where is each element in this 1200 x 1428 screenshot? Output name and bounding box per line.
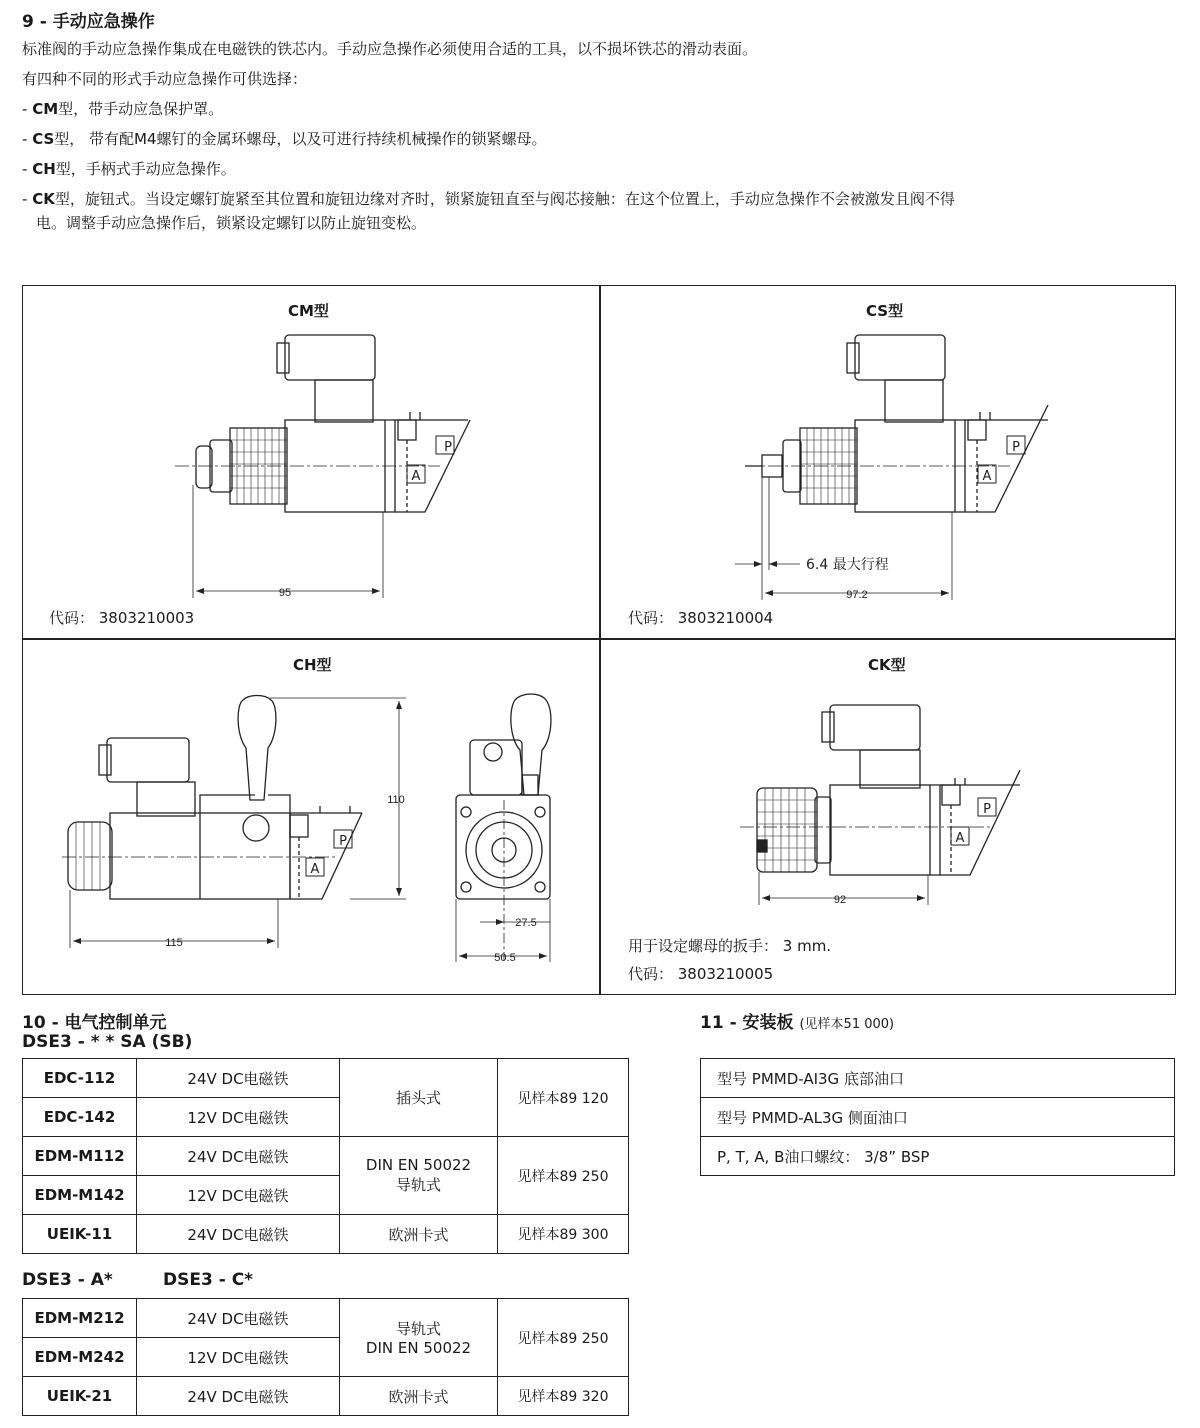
cm-port-a: A — [411, 469, 421, 484]
table-cell — [340, 1137, 498, 1215]
table-cell: 24V DC电磁铁 — [137, 1299, 340, 1338]
table-cell: 12V DC电磁铁 — [137, 1098, 340, 1137]
table-cell: 插头式 — [340, 1059, 498, 1137]
table-cell: UEIK-21 — [23, 1377, 137, 1416]
table-cell: UEIK-11 — [23, 1215, 137, 1254]
ch-height-dimension: 110 — [387, 794, 405, 806]
list-item: - CH型，手柄式手动应急操作。 — [22, 160, 236, 178]
ck-port-p: P — [983, 802, 991, 817]
electronics-table-1 — [22, 1058, 629, 1254]
section9-paragraph1: 标准阀的手动应急操作集成在电磁铁的铁芯内。手动应急操作必须使用合适的工具，以不损坏铁芯的滑动表面。 — [22, 40, 758, 58]
section10-title: 10 - 电气控制单元 — [22, 1013, 167, 1033]
table-row — [23, 1137, 629, 1176]
table-cell: 见样本89 320 — [498, 1377, 629, 1416]
table-cell: 12V DC电磁铁 — [137, 1338, 340, 1377]
cm-port-p: P — [444, 440, 452, 455]
table-row — [23, 1059, 629, 1098]
list-item: - CM型，带手动应急保护罩。 — [22, 100, 224, 118]
table-cell: 见样本89 300 — [498, 1215, 629, 1254]
cs-valve-drawing — [735, 335, 1048, 600]
table-cell: 24V DC电磁铁 — [137, 1215, 340, 1254]
list-item-continuation: 电。调整手动应急操作后，锁紧设定螺钉以防止旋钮变松。 — [36, 214, 427, 232]
ch-port-p: P — [339, 834, 347, 849]
table-cell: 欧洲卡式 — [340, 1377, 498, 1416]
section11-note: (见样本51 000) — [799, 1017, 895, 1032]
ck-title: CK型 — [868, 656, 906, 674]
ch-title: CH型 — [293, 656, 332, 674]
cs-title: CS型 — [866, 302, 904, 320]
table-row — [701, 1059, 1175, 1098]
table-cell: 24V DC电磁铁 — [137, 1137, 340, 1176]
subplate-table — [700, 1058, 1175, 1176]
cell-line: 导轨式 — [395, 1320, 441, 1338]
section9-paragraph2: 有四种不同的形式手动应急操作可供选择： — [22, 70, 308, 88]
ck-dimension: 92 — [833, 894, 847, 906]
cs-code: 代码： 3803210004 — [628, 609, 774, 627]
table-cell: 型号 PMMD-AL3G 侧面油口 — [701, 1098, 1175, 1137]
table-cell: EDC-142 — [23, 1098, 137, 1137]
cs-stroke-dimension: 6.4 最大行程 — [806, 557, 889, 573]
table-cell: P, T, A, B油口螺纹： 3/8” BSP — [701, 1137, 1175, 1176]
table-cell: 见样本89 250 — [498, 1299, 629, 1377]
electronics-table-2 — [22, 1298, 629, 1416]
cs-port-a: A — [982, 469, 992, 484]
table-cell: EDC-112 — [23, 1059, 137, 1098]
cell-line: DIN EN 50022 — [365, 1339, 472, 1357]
table-cell — [340, 1299, 498, 1377]
table-cell: 12V DC电磁铁 — [137, 1176, 340, 1215]
table-cell: 见样本89 250 — [498, 1137, 629, 1215]
ck-port-a: A — [955, 831, 965, 846]
table-row — [23, 1377, 629, 1416]
cm-dimension: 95 — [278, 587, 292, 599]
table-row — [701, 1137, 1175, 1176]
table-row — [701, 1098, 1175, 1137]
section10-subtitle-2a: DSE3 - A* — [22, 1270, 113, 1290]
table-cell: 见样本89 120 — [498, 1059, 629, 1137]
cm-valve-drawing — [175, 335, 470, 598]
cs-dimension: 97.2 — [846, 589, 868, 601]
cm-code: 代码： 3803210003 — [49, 609, 195, 627]
table-row — [23, 1215, 629, 1254]
ck-valve-drawing — [740, 705, 1020, 905]
ch-length-dimension: 115 — [165, 937, 183, 949]
section11-title: 11 - 安装板 (见样本51 000) — [700, 1013, 895, 1033]
cell-line: 导轨式 — [395, 1176, 441, 1194]
cell-line: DIN EN 50022 — [365, 1156, 472, 1174]
ch-width-dimension-b: 50.5 — [494, 952, 516, 964]
ch-port-a: A — [310, 862, 320, 877]
section10-subtitle-2b: DSE3 - C* — [163, 1270, 254, 1290]
list-item: - CS型， 带有配M4螺钉的金属环螺母，以及可进行持续机械操作的锁紧螺母。 — [22, 130, 547, 148]
table-row — [23, 1299, 629, 1338]
section9-title: 9 - 手动应急操作 — [22, 12, 155, 32]
table-cell: EDM-M242 — [23, 1338, 137, 1377]
table-cell: 24V DC电磁铁 — [137, 1059, 340, 1098]
table-cell: 24V DC电磁铁 — [137, 1377, 340, 1416]
list-item: - CK型，旋钮式。当设定螺钉旋紧至其位置和旋钮边缘对齐时，锁紧旋钮直至与阀芯接触：在这个位置上，手动应急操作不会被激发且阀不得 — [22, 190, 955, 208]
table-cell: EDM-M212 — [23, 1299, 137, 1338]
ck-code: 代码： 3803210005 — [628, 965, 774, 983]
table-cell: 型号 PMMD-AI3G 底部油口 — [701, 1059, 1175, 1098]
table-cell: 欧洲卡式 — [340, 1215, 498, 1254]
cs-port-p: P — [1012, 440, 1020, 455]
ck-wrench-note: 用于设定螺母的扳手： 3 mm. — [628, 937, 832, 955]
table-cell: EDM-M112 — [23, 1137, 137, 1176]
ch-width-dimension-a: 27.5 — [515, 917, 537, 929]
section10-subtitle-1: DSE3 - * * SA (SB) — [22, 1032, 193, 1052]
ch-valve-drawing — [62, 694, 551, 962]
table-cell: EDM-M142 — [23, 1176, 137, 1215]
cm-title: CM型 — [288, 302, 329, 320]
